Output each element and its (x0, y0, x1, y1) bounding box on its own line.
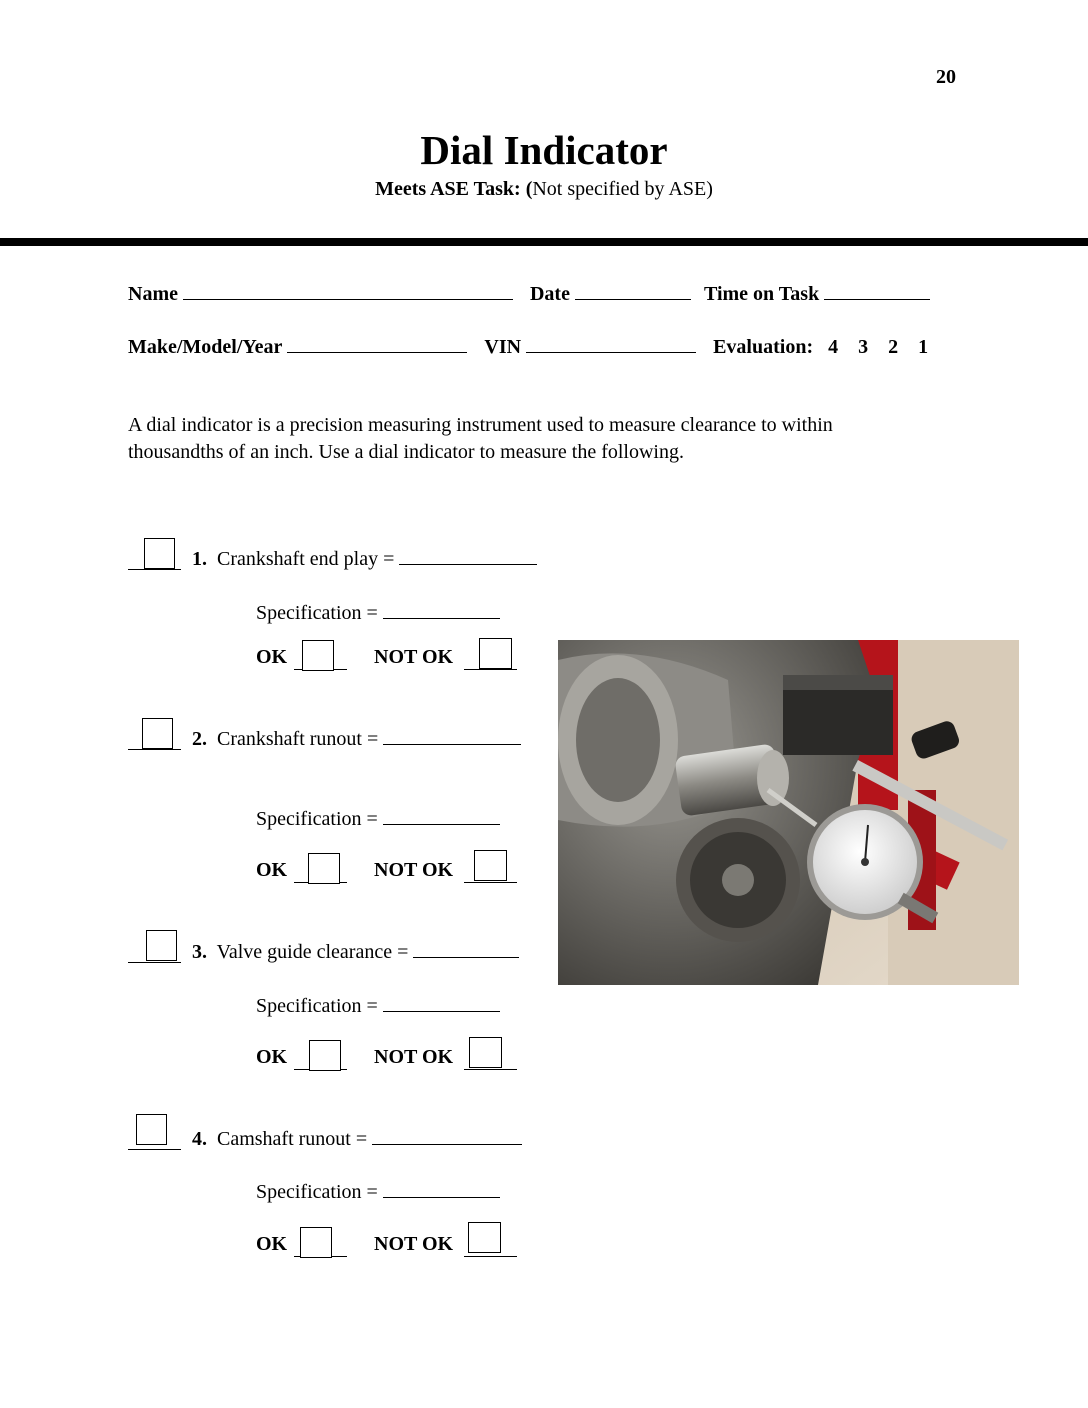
item-4-not-ok-label: NOT OK (374, 1233, 454, 1255)
item-4-line (192, 1126, 522, 1151)
name-field[interactable] (183, 281, 513, 300)
item-3-number: 3. (192, 941, 207, 963)
date-label: Date (529, 283, 570, 305)
vin-field[interactable] (526, 334, 696, 353)
name-label: Name (128, 283, 178, 305)
item-1-not-ok-label: NOT OK (374, 646, 454, 668)
item-2-not-ok-line (464, 882, 517, 883)
item-3-ok-label: OK (256, 1046, 288, 1068)
item-4-not-ok-line (464, 1256, 517, 1257)
item-4-spec-label: Specification = (256, 1181, 383, 1203)
item-2-ok-checkbox[interactable] (308, 853, 340, 884)
vin-label: VIN (484, 336, 522, 358)
item-4-spec-field[interactable] (383, 1179, 500, 1198)
item-3-checkbox[interactable] (146, 930, 177, 961)
item-1-answer-field[interactable] (399, 546, 537, 565)
item-1-spec-field[interactable] (383, 600, 500, 619)
item-1-number: 1. (192, 548, 207, 570)
item-4-ok-label: OK (256, 1233, 288, 1255)
header-divider (0, 238, 1088, 246)
item-1-spec-line (256, 600, 500, 625)
item-3-check-line (128, 962, 181, 963)
item-4-ok-checkbox[interactable] (300, 1227, 332, 1258)
item-2-check-line (128, 749, 181, 750)
item-2-number: 2. (192, 728, 207, 750)
item-3-answer-field[interactable] (413, 939, 519, 958)
item-4-not-ok-checkbox[interactable] (468, 1222, 501, 1253)
item-2-spec-field[interactable] (383, 806, 500, 825)
item-4-number: 4. (192, 1128, 207, 1150)
item-4-label: Camshaft runout = (217, 1128, 373, 1150)
dial-indicator-photo (558, 640, 1019, 985)
item-2-checkbox[interactable] (142, 718, 173, 749)
item-4-check-line (128, 1149, 181, 1150)
item-1-check-line (128, 569, 181, 570)
item-4-checkbox[interactable] (136, 1114, 167, 1145)
ase-task-line (0, 178, 1088, 201)
make-model-year-field[interactable] (287, 334, 467, 353)
time-on-task-label: Time on Task (703, 283, 820, 305)
date-field[interactable] (575, 281, 691, 300)
item-3-spec-label: Specification = (256, 995, 383, 1017)
ase-task-text: Not specified by ASE) (532, 178, 713, 200)
make-model-year-label: Make/Model/Year (128, 336, 283, 358)
item-3-label: Valve guide clearance = (216, 941, 414, 963)
item-4-spec-line (256, 1179, 500, 1204)
item-1-checkbox[interactable] (144, 538, 175, 569)
item-4-answer-field[interactable] (372, 1126, 522, 1145)
item-3-not-ok-line (464, 1069, 517, 1070)
evaluation-scores[interactable]: 4 3 2 1 (828, 336, 929, 358)
evaluation-label: Evaluation: (713, 336, 814, 358)
page-number: 20 (936, 66, 956, 88)
item-2-line (192, 726, 521, 751)
header-row-2 (128, 334, 928, 359)
item-1-label: Crankshaft end play = (217, 548, 400, 570)
item-2-answer-field[interactable] (383, 726, 521, 745)
time-on-task-field[interactable] (824, 281, 930, 300)
item-2-ok-label: OK (256, 859, 288, 881)
ase-task-label: Meets ASE Task: ( (375, 178, 533, 200)
item-2-spec-label: Specification = (256, 808, 383, 830)
item-1-not-ok-line (464, 669, 517, 670)
item-1-ok-label: OK (256, 646, 288, 668)
item-1-not-ok-checkbox[interactable] (479, 638, 512, 669)
item-3-spec-line (256, 993, 500, 1018)
item-1-line (192, 546, 537, 571)
item-3-spec-field[interactable] (383, 993, 500, 1012)
item-1-spec-label: Specification = (256, 602, 383, 624)
item-1-ok-checkbox[interactable] (302, 640, 334, 671)
item-3-ok-checkbox[interactable] (309, 1040, 341, 1071)
item-2-not-ok-checkbox[interactable] (474, 850, 507, 881)
item-3-not-ok-checkbox[interactable] (469, 1037, 502, 1068)
intro-paragraph: A dial indicator is a precision measuring instrument used to measure clearance to within thousandths of an inch. Use a dial indicator to measure the following. (128, 414, 833, 463)
item-3-line (192, 939, 519, 964)
header-row-1 (128, 281, 930, 306)
item-2-not-ok-label: NOT OK (374, 859, 454, 881)
item-3-not-ok-label: NOT OK (374, 1046, 454, 1068)
page-title: Dial Indicator (420, 127, 668, 173)
item-2-label: Crankshaft runout = (217, 728, 384, 750)
item-2-spec-line (256, 806, 500, 831)
